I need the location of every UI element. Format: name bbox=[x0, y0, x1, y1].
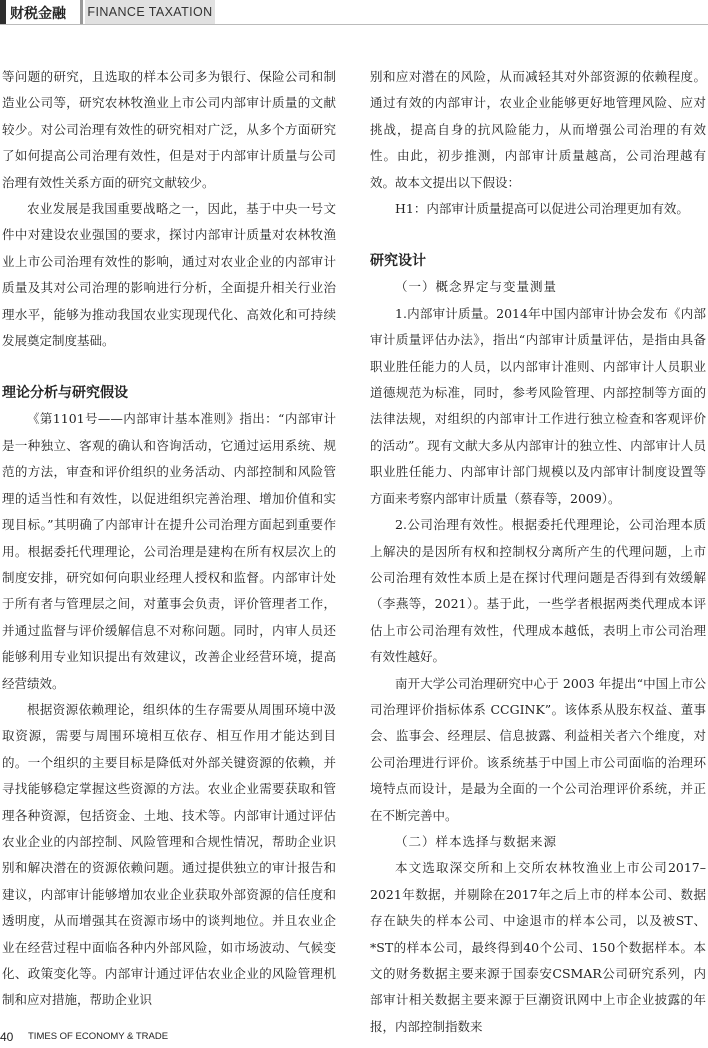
right-paragraph-4: 南开大学公司治理研究中心于 2003 年提出“中国上市公司治理评价指标体系 CCGINK”。该体系从股东权益、董事会、监事会、经理层、信息披露、利益相关者六个维度，对公司治理进行评价。该系统基于中国上市公司面临的治理环境特点而设计，是最为全面的一个公司治理评价系统，并正在不断完善中。 bbox=[370, 675, 706, 823]
left-paragraph-2: 农业发展是我国重要战略之一，因此，基于中央一号文件中对建设农业强国的要求，探讨内部审计质量对农林牧渔业上市公司治理有效性的影响，通过对农业企业的内部审计质量及其对公司治理的影响进行分析，全面提升相关行业治理水平，能够为推动我国农业实现现代化、高效化和可持续发展奠定制度基础。 bbox=[2, 201, 336, 349]
header-accent-bar bbox=[0, 0, 6, 24]
spacer bbox=[370, 222, 706, 248]
section-brand-cn: 财税金融 bbox=[10, 6, 66, 22]
section-heading-design: 研究设计 bbox=[370, 253, 426, 270]
section-brand-en: FINANCE TAXATION bbox=[85, 0, 215, 24]
header-separator bbox=[80, 0, 83, 24]
left-paragraph-1: 等问题的研究，且选取的样本公司多为银行、保险公司和制造业公司等，研究农林牧渔业上市公司内部审计质量的文献较少。对公司治理有效性的研究相对广泛，从多个方面研究了如何提高公司治理有效性，但是对于内部审计质量与公司治理有效性关系方面的研究文献较少。 bbox=[2, 69, 336, 190]
right-paragraph-2: 1.内部审计质量。2014年中国内部审计协会发布《内部审计质量评估办法》，指出“内部审计质量评估，是指由具备职业胜任能力的人员，以内部审计准则、内部审计人员职业道德规范为标准，同时，参考风险管理、内部控制等方面的法律法规，对组织的内部审计工作进行独立检查和客观评价的活动”。现有文献大多从内部审计的独立性、内部审计人员职业胜任能力、内部审计部门规模以及内部审计制度设置等方面来考察内部审计质量（蔡春等，2009）。 bbox=[370, 305, 706, 506]
right-column bbox=[370, 64, 706, 1040]
left-paragraph-4: 根据资源依赖理论，组织体的生存需要从周围环境中汲取资源，需要与周围环境相互依存、相互作用才能达到目的。一个组织的主要目标是降低对外部关键资源的依赖，并寻找能够稳定掌握这些资源的方法。农业企业需要获取和管理各种资源，包括资金、土地、技术等。内部审计通过评估农业企业的内部控制、风险管理和合规性情况，帮助企业识别和解决潜在的资源依赖问题。通过提供独立的审计报告和建议，内部审计能够增加农业企业获取外部资源的信任度和透明度，从而增强其在资源市场中的谈判地位。并且农业企业在经营过程中面临各种内外部风险，如市场波动、气候变化、政策变化等。内部审计通过评估农业企业的风险管理机制和应对措施，帮助企业识 bbox=[2, 701, 336, 1008]
spacer bbox=[2, 354, 336, 380]
left-column bbox=[2, 64, 336, 1014]
left-paragraph-3: 《第1101号——内部审计基本准则》指出：“内部审计是一种独立、客观的确认和咨询活动，它通过运用系统、规范的方法，审查和评价组织的业务活动、内部控制和风险管理的适当性和有效性，以促进组织完善治理、增加价值和实现目标。”其明确了内部审计在提升公司治理方面起到重要作用。根据委托代理理论，公司治理是建构在所有权层次上的制度安排，研究如何向职业经理人授权和监督。内部审计处于所有者与管理层之间，对董事会负责，评价管理者工作，并通过监督与评价缓解信息不对称问题。同时，内审人员还能够利用专业知识提出有效建议，改善企业经营环境，提高经营绩效。 bbox=[2, 411, 336, 691]
journal-name: TIMES OF ECONOMY & TRADE bbox=[28, 1031, 169, 1042]
subheading-sample: （二）样本选择与数据来源 bbox=[395, 833, 558, 849]
header-rule bbox=[0, 24, 708, 25]
page-number: 40 bbox=[0, 1030, 14, 1044]
hypothesis-h1: H1：内部审计质量提高可以促进公司治理更加有效。 bbox=[395, 201, 689, 217]
right-paragraph-1: 别和应对潜在的风险，从而减轻其对外部资源的依赖程度。通过有效的内部审计，农业企业能够更好地管理风险、应对挑战，提高自身的抗风险能力，从而增强公司治理的有效性。由此，初步推测，内部审计质量越高，公司治理越有效。故本文提出以下假设： bbox=[370, 69, 706, 190]
subheading-concepts: （一）概念界定与变量测量 bbox=[395, 279, 558, 295]
page-header bbox=[0, 0, 708, 24]
section-heading-theory: 理论分析与研究假设 bbox=[2, 385, 128, 402]
right-paragraph-5: 本文选取深交所和上交所农林牧渔业上市公司2017–2021年数据，并剔除在2017年之后上市的样本公司、数据存在缺失的样本公司、中途退市的样本公司，以及被ST、*ST的样本公司，最终得到40个公司、150个数据样本。本文的财务数据主要来源于国泰安CSMAR公司研究系列，内部审计相关数据主要来源于巨潮资讯网中上市企业披露的年报，内部控制指数来 bbox=[370, 860, 706, 1034]
right-paragraph-3: 2.公司治理有效性。根据委托代理理论，公司治理本质上解决的是因所有权和控制权分离所产生的代理问题，上市公司治理有效性本质上是在探讨代理问题是否得到有效缓解（李燕等，2021）。基于此，一些学者根据两类代理成本评估上市公司治理有效性，代理成本越低，表明上市公司治理有效性越好。 bbox=[370, 517, 706, 665]
